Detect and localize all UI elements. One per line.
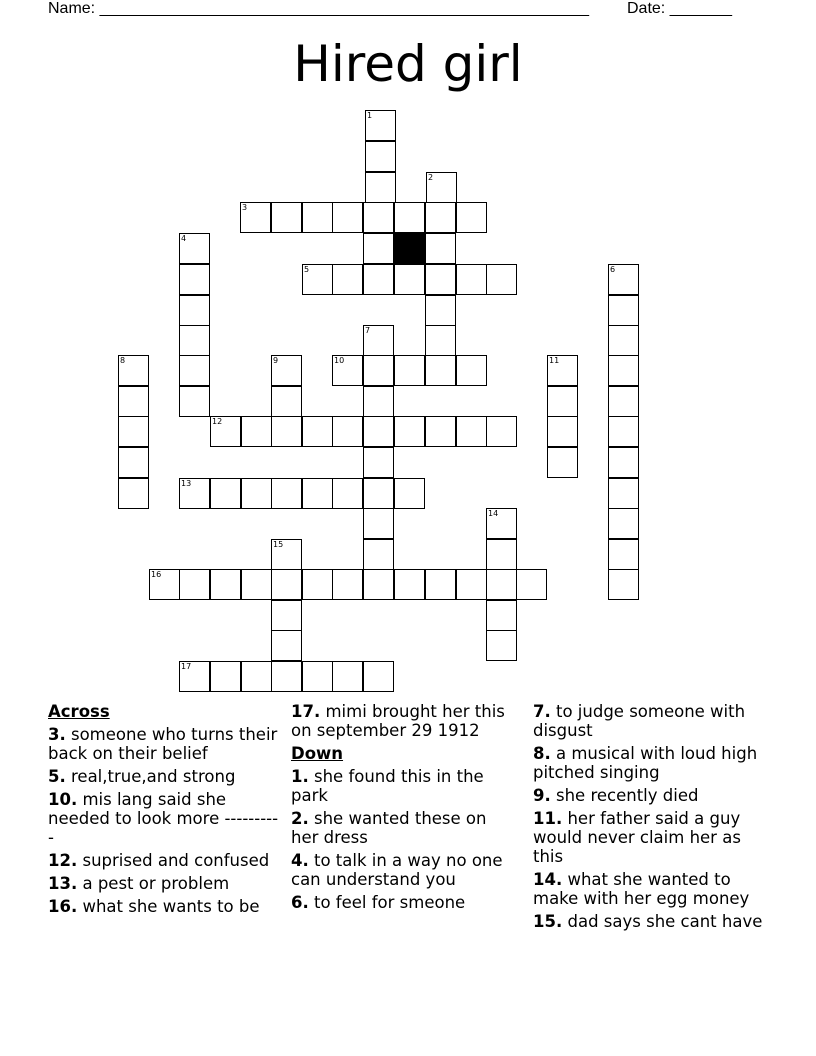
clue-across-17: 17. mimi brought her this on september 29 1912 [291,702,505,740]
grid-cell[interactable] [271,478,302,509]
grid-cell[interactable] [608,295,639,326]
clue-across-5: 5. real,true,and strong [48,767,236,786]
grid-cell[interactable] [363,508,394,539]
grid-cell[interactable] [394,355,425,386]
clue-down-7: 7. to judge someone with disgust [533,702,746,740]
clue-number: 12 [212,417,223,426]
grid-cell[interactable] [363,233,394,264]
grid-cell[interactable] [486,600,517,631]
grid-cell[interactable] [608,325,639,356]
grid-cell[interactable] [425,325,456,356]
clue-across-13: 13. a pest or problem [48,874,230,893]
grid-cell[interactable] [179,386,210,417]
grid-cell[interactable] [363,355,394,386]
clue-number: 17 [181,662,192,671]
clue-number: 3 [242,203,248,212]
grid-cell[interactable] [302,416,333,447]
grid-cell[interactable] [241,569,272,600]
grid-cell[interactable] [425,233,456,264]
grid-cell[interactable] [271,355,302,386]
clue-number: 5 [304,265,310,274]
grid-cell[interactable] [365,172,396,203]
clue-down-15: 15. dad says she cant have [533,912,763,931]
grid-cell[interactable] [210,661,241,692]
clue-down-1: 1. she found this in the park [291,767,484,805]
grid-cell[interactable] [271,386,302,417]
grid-cell[interactable] [425,355,456,386]
clue-number: 13 [181,479,192,488]
grid-cell[interactable] [179,233,210,264]
grid-cell[interactable] [547,447,578,478]
clue-number: 8 [120,356,126,365]
grid-cell[interactable] [456,264,487,295]
grid-cell[interactable] [332,416,363,447]
clue-number: 2 [428,173,434,182]
grid-cell[interactable] [271,416,302,447]
clue-across-10: 10. mis lang said she needed to look more ---------- [48,790,279,847]
grid-cell[interactable] [486,264,517,295]
grid-cell[interactable] [608,355,639,386]
grid-cell[interactable] [271,600,302,631]
grid-cell[interactable] [426,172,457,203]
name-field[interactable]: Name: _______________________________________________________ [48,0,589,17]
grid-cell[interactable] [425,264,456,295]
clue-down-9: 9. she recently died [533,786,699,805]
grid-cell[interactable] [179,569,210,600]
clues-column-3 [533,702,773,935]
grid-cell[interactable] [149,569,180,600]
grid-cell[interactable] [608,447,639,478]
grid-cell[interactable] [210,569,241,600]
grid-cell[interactable] [394,264,425,295]
grid-cell[interactable] [332,661,363,692]
clue-across-3: 3. someone who turns their back on their belief [48,725,278,763]
grid-cell[interactable] [363,264,394,295]
clues-column-2 [291,702,511,916]
clue-number: 11 [549,356,560,365]
grid-cell[interactable] [608,539,639,570]
black-cell [394,233,425,264]
grid-cell[interactable] [363,416,394,447]
grid-cell[interactable] [608,264,639,295]
grid-cell[interactable] [425,569,456,600]
grid-cell[interactable] [394,478,425,509]
grid-cell[interactable] [608,508,639,539]
grid-cell[interactable] [456,416,487,447]
grid-cell[interactable] [210,478,241,509]
clue-number: 14 [488,509,499,518]
clue-down-2: 2. she wanted these on her dress [291,809,487,847]
grid-cell[interactable] [118,355,149,386]
grid-cell[interactable] [608,569,639,600]
grid-cell[interactable] [118,447,149,478]
down-heading: Down [291,744,344,763]
grid-cell[interactable] [394,416,425,447]
page-title: Hired girl [293,35,523,93]
grid-cell[interactable] [363,202,394,233]
grid-cell[interactable] [302,569,333,600]
grid-cell[interactable] [394,569,425,600]
grid-cell[interactable] [456,569,487,600]
grid-cell[interactable] [363,569,394,600]
clue-number: 6 [610,265,616,274]
grid-cell[interactable] [210,416,241,447]
clue-down-14: 14. what she wanted to make with her egg money [533,870,750,908]
grid-cell[interactable] [516,569,547,600]
grid-cell[interactable] [179,355,210,386]
date-field[interactable]: Date: _______ [627,0,732,17]
grid-cell[interactable] [240,202,271,233]
grid-cell[interactable] [241,661,272,692]
grid-cell[interactable] [302,661,333,692]
grid-cell[interactable] [363,478,394,509]
clue-number: 1 [367,111,373,120]
grid-cell[interactable] [363,386,394,417]
grid-cell[interactable] [271,569,302,600]
grid-cell[interactable] [118,478,149,509]
grid-cell[interactable] [363,539,394,570]
grid-cell[interactable] [332,478,363,509]
grid-cell[interactable] [332,202,363,233]
grid-cell[interactable] [302,478,333,509]
clue-across-12: 12. suprised and confused [48,851,270,870]
clue-across-16: 16. what she wants to be [48,897,260,916]
grid-cell[interactable] [486,539,517,570]
grid-cell[interactable] [486,630,517,661]
clue-down-8: 8. a musical with loud high pitched singing [533,744,758,782]
grid-cell[interactable] [179,325,210,356]
grid-cell[interactable] [608,478,639,509]
grid-cell[interactable] [486,569,517,600]
grid-cell[interactable] [363,447,394,478]
clue-down-6: 6. to feel for smeone [291,893,466,912]
grid-cell[interactable] [118,386,149,417]
grid-cell[interactable] [271,630,302,661]
grid-cell[interactable] [241,416,272,447]
grid-cell[interactable] [365,141,396,172]
grid-cell[interactable] [271,202,302,233]
grid-cell[interactable] [456,355,487,386]
grid-cell[interactable] [363,325,394,356]
grid-cell[interactable] [332,355,363,386]
grid-cell[interactable] [363,661,394,692]
grid-cell[interactable] [394,202,425,233]
across-heading: Across [48,702,110,721]
clue-down-4: 4. to talk in a way no one can understand you [291,851,503,889]
clues-column-1 [48,702,280,920]
clue-number: 10 [334,356,345,365]
grid-cell[interactable] [332,569,363,600]
grid-cell[interactable] [302,202,333,233]
grid-cell[interactable] [486,416,517,447]
clue-number: 4 [181,234,187,243]
grid-cell[interactable] [456,202,487,233]
grid-cell[interactable] [302,264,333,295]
grid-cell[interactable] [179,295,210,326]
grid-cell[interactable] [608,416,639,447]
grid-cell[interactable] [547,355,578,386]
grid-cell[interactable] [547,416,578,447]
grid-cell[interactable] [179,264,210,295]
grid-cell[interactable] [547,386,578,417]
grid-cell[interactable] [179,661,210,692]
grid-cell[interactable] [179,478,210,509]
grid-cell[interactable] [241,478,272,509]
grid-cell[interactable] [332,264,363,295]
grid-cell[interactable] [425,295,456,326]
clue-number: 9 [273,356,279,365]
clue-number: 7 [365,326,371,335]
grid-cell[interactable] [425,202,456,233]
grid-cell[interactable] [608,386,639,417]
clue-number: 15 [273,540,284,549]
grid-cell[interactable] [365,110,396,141]
grid-cell[interactable] [425,416,456,447]
clue-number: 16 [151,570,162,579]
clue-down-11: 11. her father said a guy would never claim her as this [533,809,741,866]
grid-cell[interactable] [271,661,302,692]
grid-cell[interactable] [271,539,302,570]
grid-cell[interactable] [118,416,149,447]
grid-cell[interactable] [486,508,517,539]
